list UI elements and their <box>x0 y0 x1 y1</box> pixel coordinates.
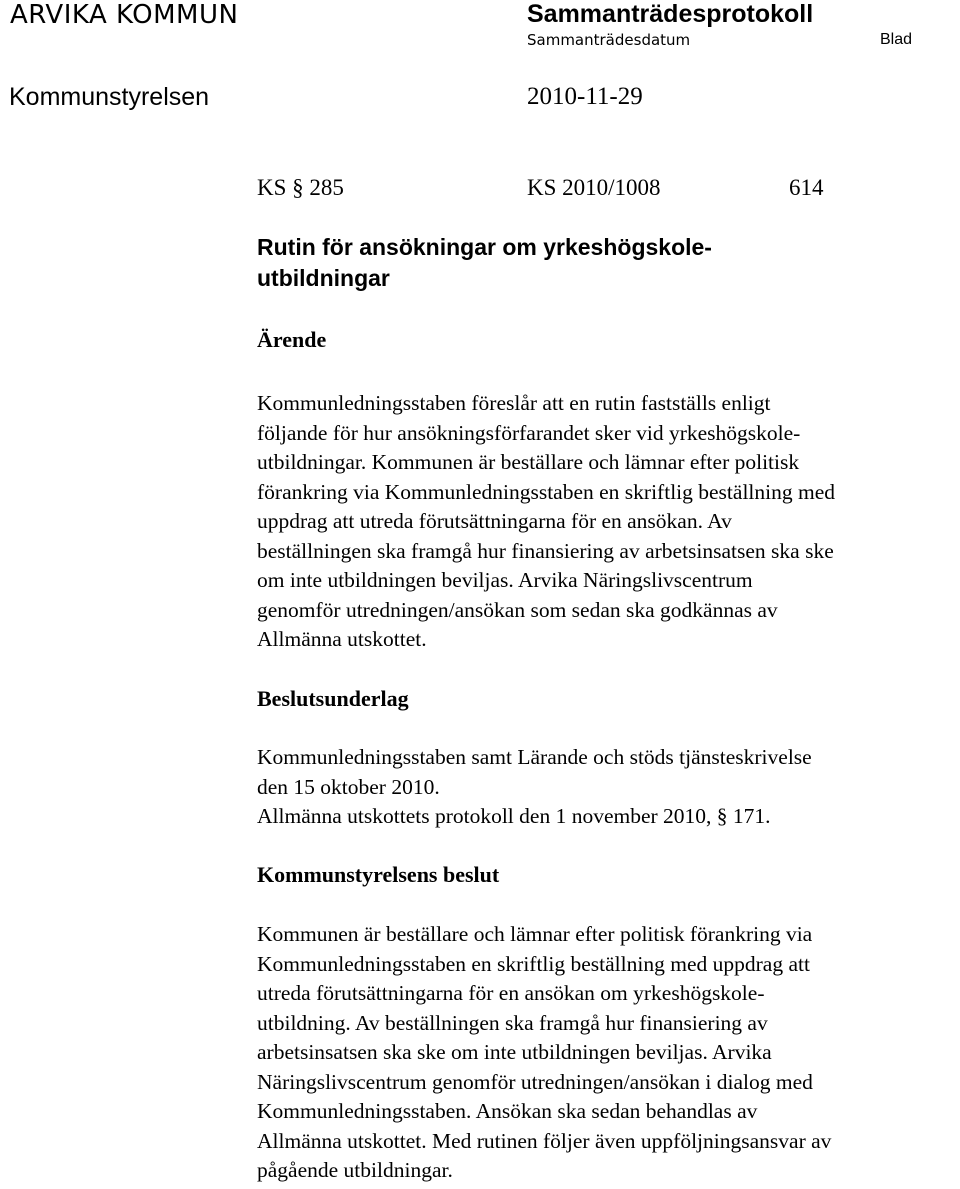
section-heading-beslut: Kommunstyrelsens beslut <box>257 862 500 887</box>
text-line: den 15 oktober 2010. <box>257 774 440 799</box>
text-line: Näringslivscentrum genomför utredningen/ansökan i dialog med <box>257 1069 813 1094</box>
text-line: följande för hur ansökningsförfarandet sker vid yrkeshögskole- <box>257 420 801 445</box>
text-line: genomför utredningen/ansökan som sedan ska godkännas av <box>257 597 778 622</box>
text-line: Kommunledningsstaben föreslår att en rutin fastställs enligt <box>257 391 771 415</box>
paragraph-reference: KS § 285 <box>257 175 344 200</box>
text-line: Allmänna utskottet. <box>257 627 427 651</box>
page-label: Blad <box>880 31 913 48</box>
text-line: beställningen ska framgå hur finansiering av arbetsinsatsen ska ske <box>257 538 834 563</box>
text-line: Kommunen är beställare och lämnar efter politisk förankring via <box>257 922 813 946</box>
governing-body: Kommunstyrelsen <box>9 83 210 111</box>
beslut-paragraph <box>257 920 947 1186</box>
meeting-date: 2010-11-29 <box>527 83 643 110</box>
text-line: förankring via Kommunledningsstaben en skriftlig beställning med <box>257 479 836 504</box>
title-line: Rutin för ansökningar om yrkeshögskole- <box>257 234 712 260</box>
beslutsunderlag-paragraph <box>257 743 947 832</box>
text-line: Allmänna utskottet. Med rutinen följer även uppföljningsansvar av <box>257 1128 832 1153</box>
text-line: Allmänna utskottets protokoll den 1 november 2010, § 171. <box>257 804 771 828</box>
text-line: uppdrag att utreda förutsättningarna för en ansökan. Av <box>257 509 732 533</box>
text-line: utbildningar. Kommunen är beställare och lämnar efter politisk <box>257 450 800 474</box>
text-line: Kommunledningsstaben samt Lärande och stöds tjänsteskrivelse <box>257 745 812 769</box>
arende-paragraph <box>257 389 947 655</box>
text-line: Kommunledningsstaben. Ansökan ska sedan behandlas av <box>257 1099 758 1123</box>
diary-number: KS 2010/1008 <box>527 175 661 200</box>
text-line: utbildning. Av beställningen ska framgå hur finansiering av <box>257 1010 768 1035</box>
section-heading-arende: Ärende <box>257 327 327 352</box>
document-type: Sammanträdesprotokoll <box>527 0 814 28</box>
text-line: pågående utbildningar. <box>257 1158 453 1182</box>
section-heading-beslutsunderlag: Beslutsunderlag <box>257 686 409 711</box>
text-line: utreda förutsättningarna för en ansökan om yrkeshögskole- <box>257 981 765 1005</box>
meeting-date-label: Sammanträdesdatum <box>527 31 691 49</box>
page-number: 614 <box>789 175 824 200</box>
page-title <box>257 232 877 294</box>
organization-name: ARVIKA KOMMUN <box>10 0 239 30</box>
text-line: om inte utbildningen beviljas. Arvika Näringslivscentrum <box>257 568 753 592</box>
text-line: Kommunledningsstaben en skriftlig beställning med uppdrag att <box>257 951 810 976</box>
title-line: utbildningar <box>257 265 390 291</box>
text-line: arbetsinsatsen ska ske om inte utbildningen beviljas. Arvika <box>257 1040 772 1064</box>
